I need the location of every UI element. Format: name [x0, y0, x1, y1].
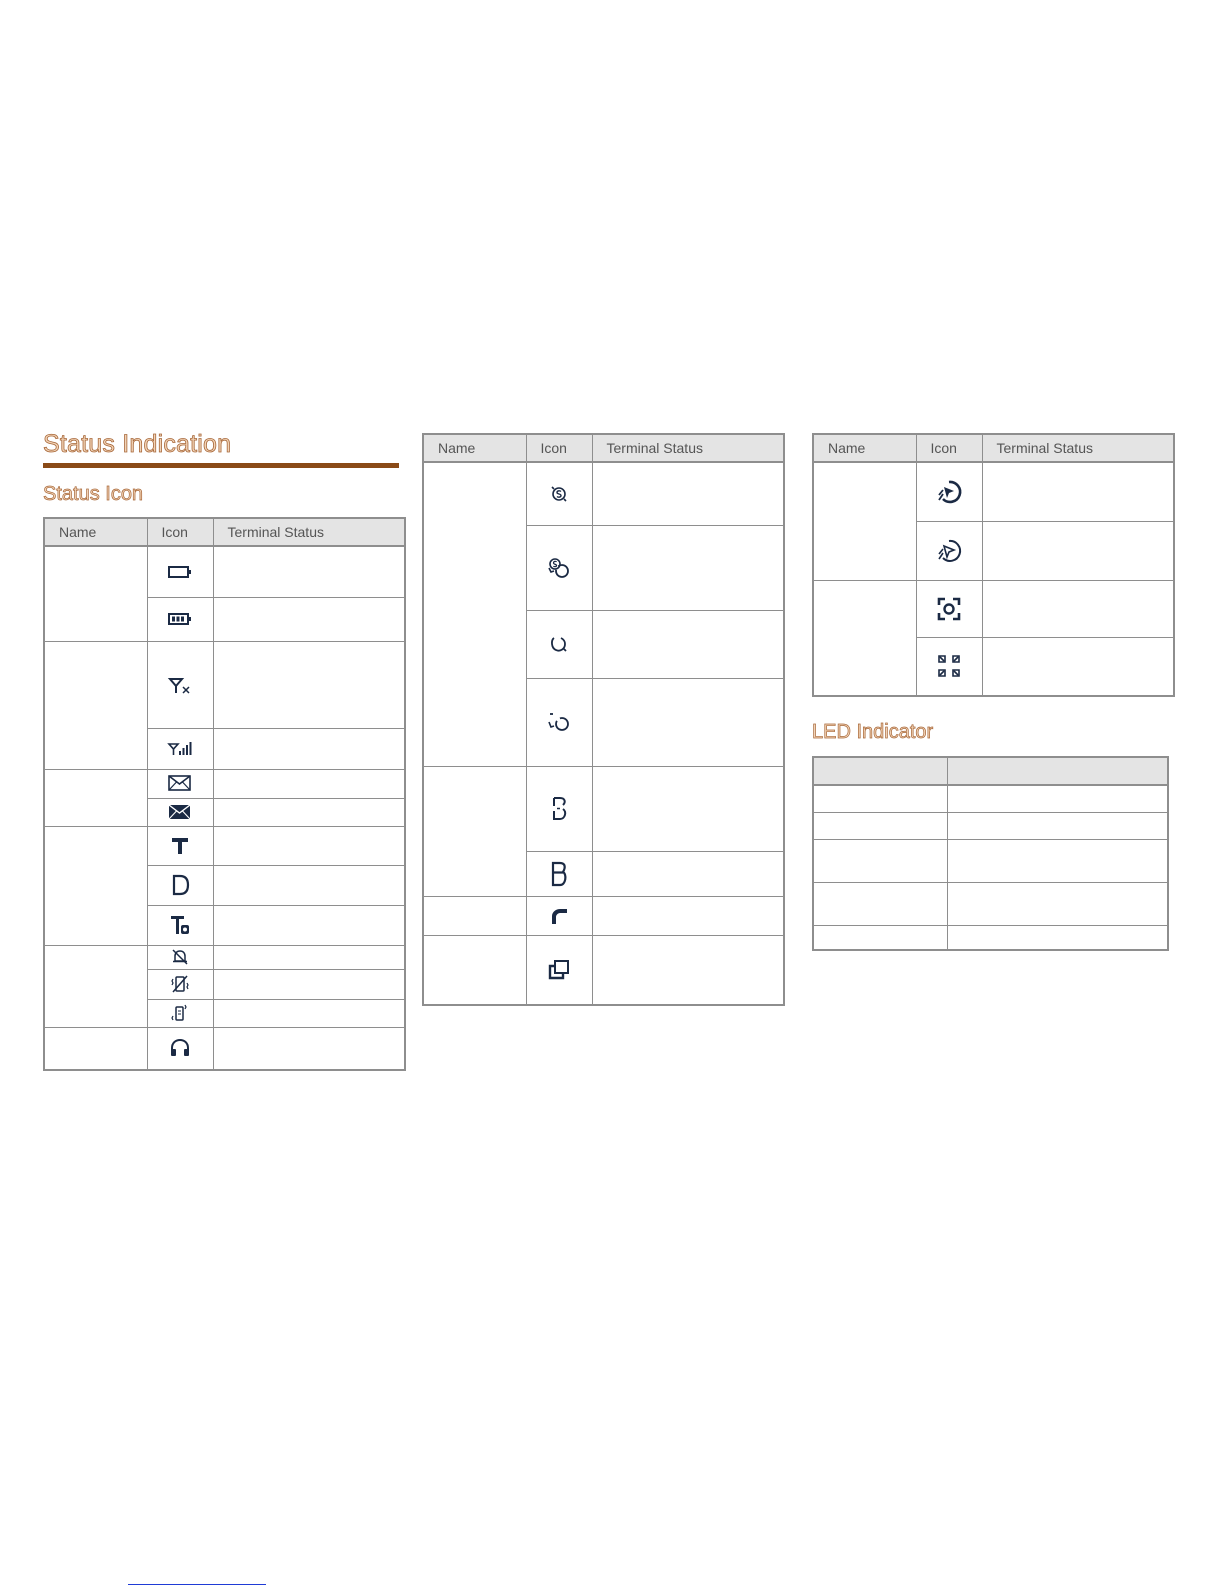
scan-s-circle-icon	[526, 525, 592, 610]
led-cell	[947, 925, 1168, 950]
name-cell	[44, 826, 147, 945]
name-cell	[44, 945, 147, 1027]
headset-icon	[147, 1027, 213, 1070]
led-col-1	[813, 757, 947, 785]
led-indicator-table	[812, 756, 1169, 951]
battery-full-icon	[147, 597, 213, 641]
scan-circle-icon	[526, 678, 592, 766]
status-cell	[592, 610, 784, 678]
led-cell	[813, 925, 947, 950]
col-status: Terminal Status	[592, 434, 784, 462]
b-mode-icon	[526, 851, 592, 896]
vibrate-off-icon	[147, 969, 213, 999]
led-cell	[813, 785, 947, 812]
gps-outline-icon	[916, 521, 982, 580]
name-cell	[44, 641, 147, 769]
gps-filled-icon	[916, 462, 982, 521]
status-icon-heading: Status Icon	[43, 483, 144, 505]
signal-bars-icon	[147, 728, 213, 769]
status-cell	[982, 462, 1174, 521]
dual-window-icon	[526, 935, 592, 1005]
status-cell	[592, 896, 784, 935]
no-signal-icon	[147, 641, 213, 728]
led-cell	[947, 882, 1168, 925]
status-icon-table-2	[422, 433, 785, 1006]
col-name: Name	[44, 518, 147, 546]
led-col-2	[947, 757, 1168, 785]
status-cell	[213, 969, 405, 999]
status-cell	[213, 728, 405, 769]
status-cell	[213, 945, 405, 969]
scan-s-icon	[526, 462, 592, 525]
led-cell	[813, 882, 947, 925]
scan-arrow-icon	[526, 610, 592, 678]
status-cell	[592, 525, 784, 610]
status-cell	[592, 678, 784, 766]
led-cell	[947, 839, 1168, 882]
name-cell	[813, 580, 916, 696]
message-envelope-filled-icon	[147, 798, 213, 826]
col-icon: Icon	[147, 518, 213, 546]
status-icon-table-3	[812, 433, 1175, 697]
t-mode-icon	[147, 826, 213, 865]
led-cell	[947, 812, 1168, 839]
status-cell	[213, 641, 405, 728]
col-status: Terminal Status	[213, 518, 405, 546]
name-cell	[44, 1027, 147, 1070]
led-cell	[813, 839, 947, 882]
zoom-arrows-icon	[916, 637, 982, 696]
status-cell	[213, 546, 405, 597]
status-cell	[213, 1027, 405, 1070]
status-cell	[982, 521, 1174, 580]
status-cell	[592, 462, 784, 525]
d-mode-icon	[147, 865, 213, 905]
col-name: Name	[813, 434, 916, 462]
name-cell	[813, 462, 916, 580]
vibrate-on-icon	[147, 999, 213, 1027]
battery-empty-icon	[147, 546, 213, 597]
status-cell	[592, 851, 784, 896]
col-icon: Icon	[526, 434, 592, 462]
name-cell	[423, 935, 526, 1005]
status-cell	[213, 597, 405, 641]
name-cell	[44, 769, 147, 826]
col-name: Name	[423, 434, 526, 462]
led-cell	[813, 812, 947, 839]
status-cell	[213, 798, 405, 826]
zoom-frame-icon	[916, 580, 982, 637]
status-icon-table-1	[43, 517, 406, 1071]
dmo-broken-icon	[526, 766, 592, 851]
status-cell	[982, 580, 1174, 637]
status-cell	[213, 999, 405, 1027]
status-cell	[592, 766, 784, 851]
name-cell	[423, 462, 526, 766]
name-cell	[44, 546, 147, 641]
page-title: Status Indication	[43, 430, 232, 458]
bell-muted-icon	[147, 945, 213, 969]
status-cell	[213, 905, 405, 945]
status-cell	[213, 826, 405, 865]
name-cell	[423, 766, 526, 896]
col-status: Terminal Status	[982, 434, 1174, 462]
status-cell	[982, 637, 1174, 696]
col-icon: Icon	[916, 434, 982, 462]
status-cell	[213, 865, 405, 905]
status-cell	[592, 935, 784, 1005]
status-cell	[213, 769, 405, 798]
message-envelope-icon	[147, 769, 213, 798]
title-underline	[43, 463, 399, 468]
led-indicator-heading: LED Indicator	[812, 721, 934, 743]
name-cell	[423, 896, 526, 935]
led-cell	[947, 785, 1168, 812]
handset-icon	[526, 896, 592, 935]
t-mode-badge-icon	[147, 905, 213, 945]
